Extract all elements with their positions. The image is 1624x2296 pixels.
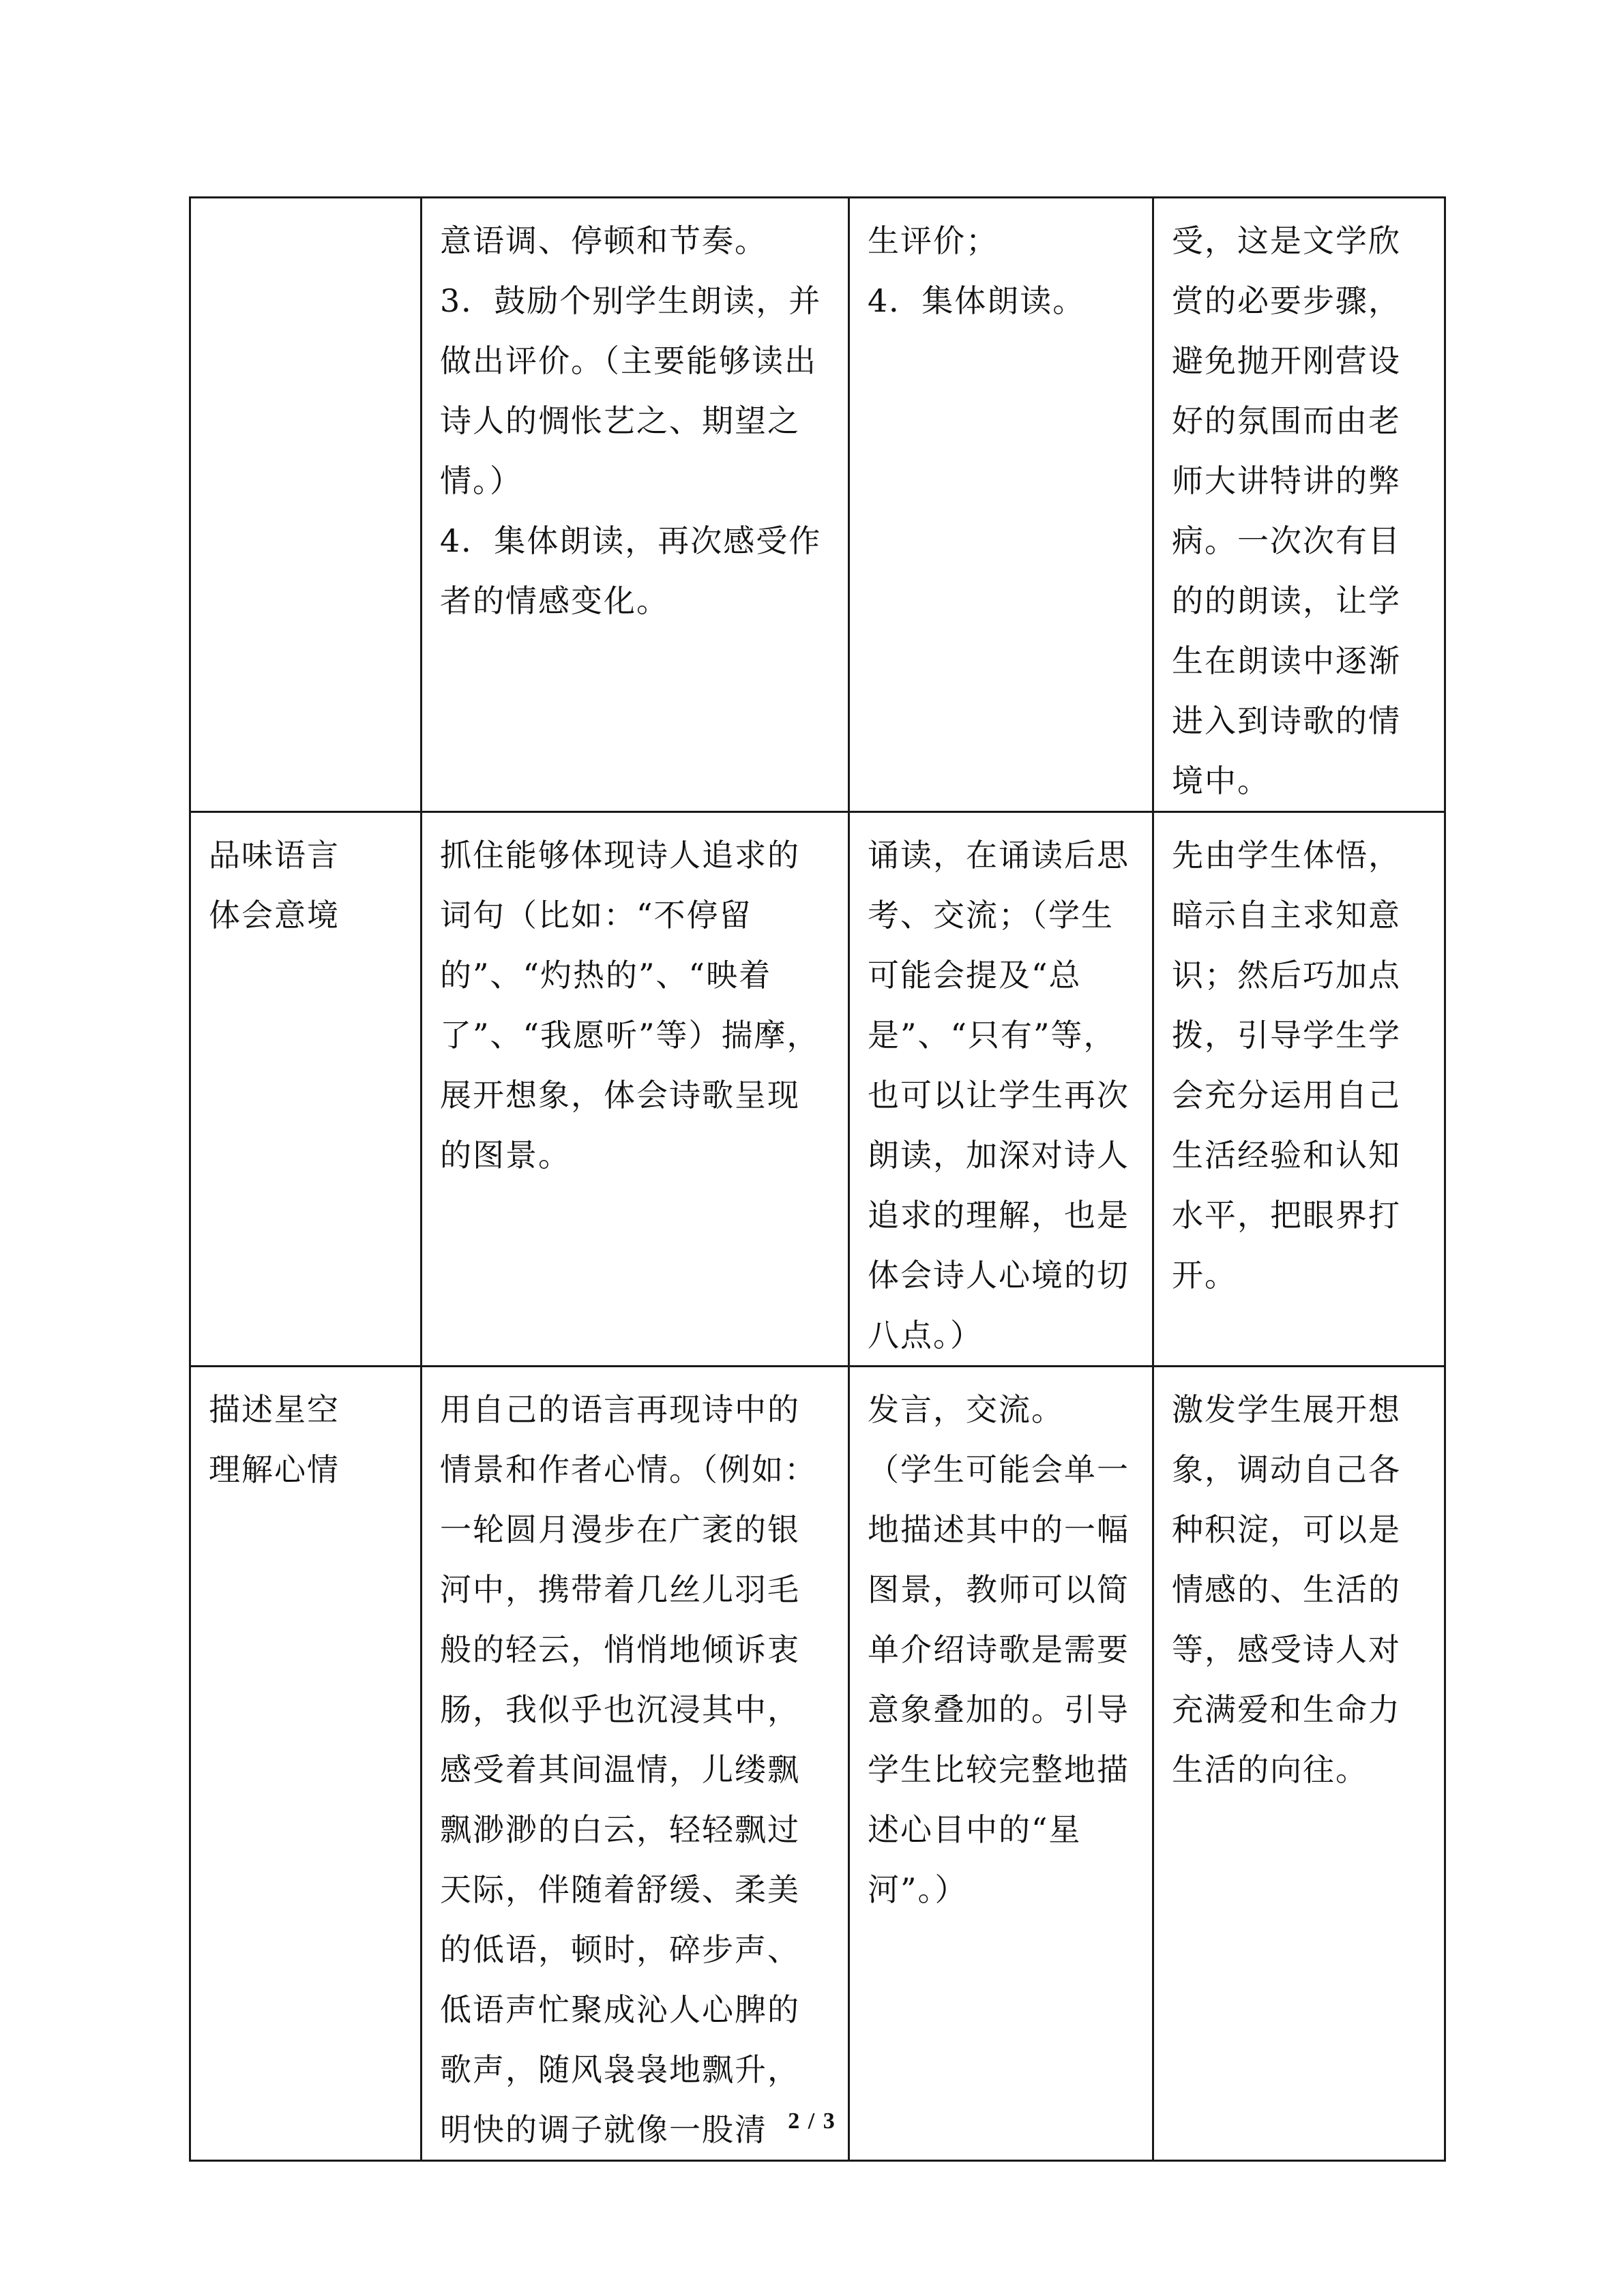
design-intent-cell — [1153, 812, 1445, 1367]
cell-paragraph: 诵读，在诵读后思考、交流；（学生可能会提及“总是”、“只有”等，也可以让学生再次朗读，加深对诗人追求的理解，也是体会诗人心境的切八点。） — [868, 837, 1130, 1354]
cell-paragraph: 3．鼓励个别学生朗读，并做出评价。（主要能够读出诗人的惆怅艺之、期望之情。） — [440, 282, 822, 499]
student-activity-cell — [849, 812, 1153, 1367]
teacher-activity-cell — [422, 1367, 849, 2161]
cell-paragraph: 受，这是文学欣赏的必要步骤，避免抛开刚营设好的氛围而由老师大讲特讲的弊病。一次次有目的的朗读，让学生在朗读中逐渐进入到诗歌的情境中。 — [1172, 222, 1401, 799]
cell-paragraph: 生评价； — [868, 222, 999, 259]
stage-title-line: 品味语言 — [209, 837, 340, 874]
cell-paragraph: 用自己的语言再现诗中的情景和作者心情。（例如：一轮圆月漫步在广袤的银河中，携带着几丝儿羽毛般的轻云，悄悄地倾诉衷肠，我似乎也沉浸其中，感受着其间温情，儿缕飘飘渺渺的白云，轻轻飘过天际，伴随着舒缓、柔美的低语，顿时，碎步声、低语声忙聚成沁人心脾的歌声，随风袅袅地飘升，明快的调子就像一股清 — [440, 1391, 817, 2148]
stage-title-line: 理解心情 — [209, 1451, 340, 1488]
cell-paragraph: 意语调、停顿和节奏。 — [440, 222, 767, 259]
stage-cell — [190, 1367, 422, 2161]
table-row — [190, 198, 1445, 812]
design-intent-cell — [1153, 198, 1445, 812]
student-activity-cell — [849, 1367, 1153, 2161]
lesson-plan-table — [189, 196, 1446, 2162]
cell-paragraph: 抓住能够体现诗人追求的词句（比如：“不停留的”、“灼热的”、“映着了”、“我愿听”等）揣摩，展开想象，体会诗歌呈现的图景。 — [440, 837, 820, 1174]
cell-paragraph: （学生可能会单一地描述其中的一幅图景，教师可以简单介绍诗歌是需要意象叠加的。引导学生比较完整地描述心目中的“星河”。） — [868, 1451, 1130, 1908]
student-activity-cell — [849, 198, 1153, 812]
design-intent-cell — [1153, 1367, 1445, 2161]
stage-title-line: 描述星空 — [209, 1391, 340, 1428]
table-row — [190, 812, 1445, 1367]
stage-cell — [190, 812, 422, 1367]
cell-paragraph: 先由学生体悟，暗示自主求知意识；然后巧加点拨，引导学生学会充分运用自己生活经验和认知水平，把眼界打开。 — [1172, 837, 1401, 1294]
stage-cell — [190, 198, 422, 812]
teacher-activity-cell — [422, 812, 849, 1367]
cell-paragraph: 发言，交流。 — [868, 1391, 1064, 1428]
cell-paragraph: 激发学生展开想象，调动自己各种积淀，可以是情感的、生活的等，感受诗人对充满爱和生命力生活的向往。 — [1172, 1391, 1401, 1788]
page-number: 2 / 3 — [788, 2108, 836, 2134]
table-row — [190, 1367, 1445, 2161]
cell-paragraph: 4．集体朗读。 — [868, 282, 1086, 319]
cell-paragraph: 4．集体朗读，再次感受作者的情感变化。 — [440, 522, 822, 619]
teacher-activity-cell — [422, 198, 849, 812]
stage-title-line: 体会意境 — [209, 897, 340, 934]
